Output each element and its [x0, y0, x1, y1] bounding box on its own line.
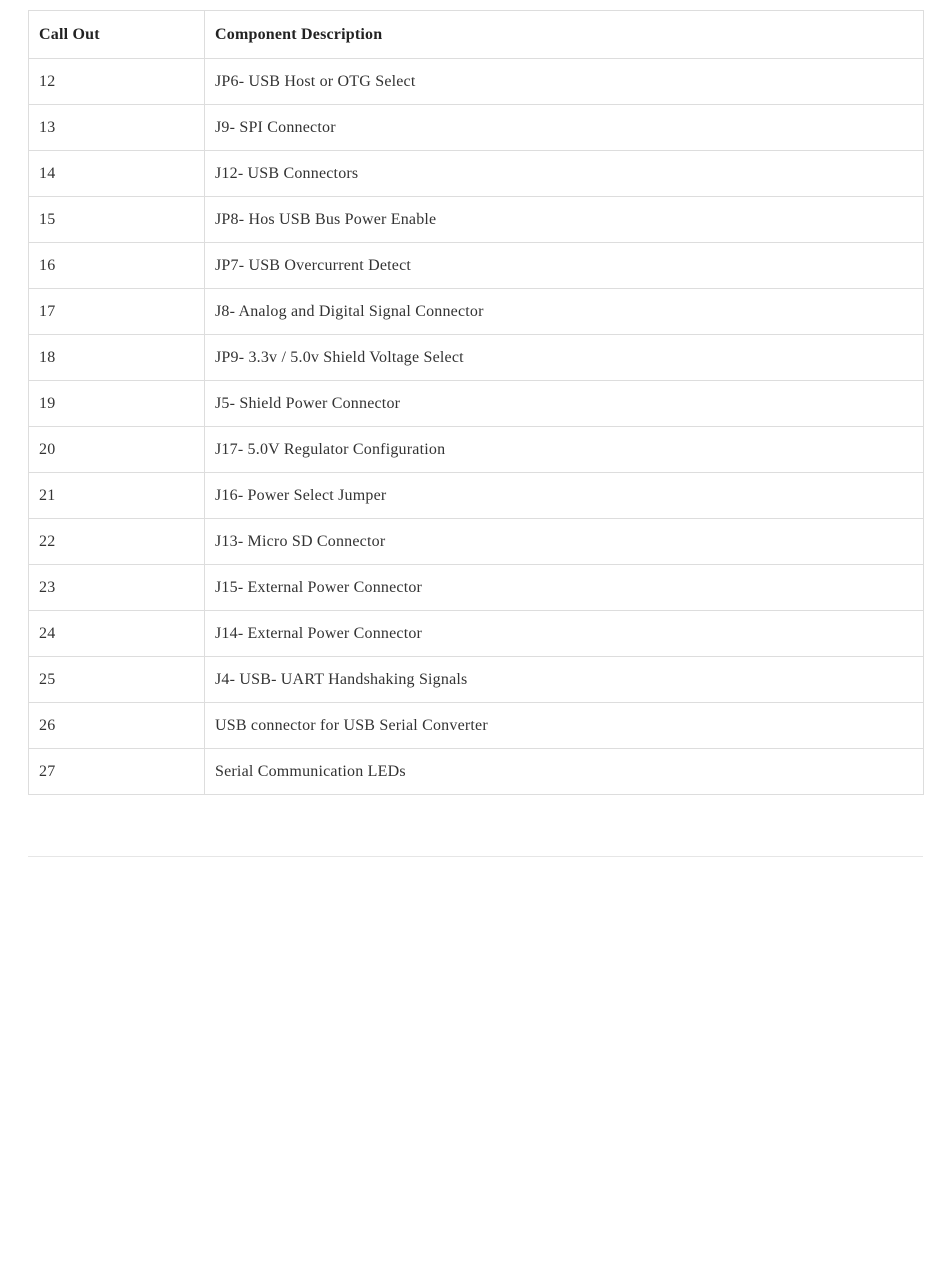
table-row: [29, 289, 924, 335]
description-cell: J9- SPI Connector: [205, 105, 924, 151]
header-component-description: Component Description: [205, 11, 924, 59]
table-row: [29, 151, 924, 197]
table-row: [29, 381, 924, 427]
table-row: [29, 59, 924, 105]
table-header: [29, 11, 924, 59]
table-row: [29, 519, 924, 565]
call-out-cell: 26: [29, 703, 205, 749]
call-out-cell: 15: [29, 197, 205, 243]
table-row: [29, 565, 924, 611]
component-table: [28, 10, 924, 795]
description-cell: JP7- USB Overcurrent Detect: [205, 243, 924, 289]
call-out-cell: 12: [29, 59, 205, 105]
call-out-cell: 17: [29, 289, 205, 335]
description-cell: J5- Shield Power Connector: [205, 381, 924, 427]
description-cell: J15- External Power Connector: [205, 565, 924, 611]
call-out-cell: 20: [29, 427, 205, 473]
description-cell: J14- External Power Connector: [205, 611, 924, 657]
description-cell: J8- Analog and Digital Signal Connector: [205, 289, 924, 335]
call-out-cell: 21: [29, 473, 205, 519]
call-out-cell: 24: [29, 611, 205, 657]
header-row: [29, 11, 924, 59]
call-out-cell: 16: [29, 243, 205, 289]
description-cell: J17- 5.0V Regulator Configuration: [205, 427, 924, 473]
table-row: [29, 749, 924, 795]
description-cell: JP6- USB Host or OTG Select: [205, 59, 924, 105]
description-cell: J13- Micro SD Connector: [205, 519, 924, 565]
description-cell: J16- Power Select Jumper: [205, 473, 924, 519]
table-row: [29, 335, 924, 381]
call-out-cell: 27: [29, 749, 205, 795]
description-cell: JP8- Hos USB Bus Power Enable: [205, 197, 924, 243]
header-call-out: Call Out: [29, 11, 205, 59]
description-cell: USB connector for USB Serial Converter: [205, 703, 924, 749]
description-cell: Serial Communication LEDs: [205, 749, 924, 795]
call-out-cell: 13: [29, 105, 205, 151]
call-out-cell: 14: [29, 151, 205, 197]
description-cell: J12- USB Connectors: [205, 151, 924, 197]
call-out-cell: 25: [29, 657, 205, 703]
table-row: [29, 611, 924, 657]
table-row: [29, 703, 924, 749]
table-row: [29, 473, 924, 519]
call-out-cell: 19: [29, 381, 205, 427]
call-out-cell: 23: [29, 565, 205, 611]
table-body: [29, 59, 924, 795]
table-row: [29, 197, 924, 243]
table-row: [29, 105, 924, 151]
description-cell: J4- USB- UART Handshaking Signals: [205, 657, 924, 703]
call-out-cell: 18: [29, 335, 205, 381]
table-row: [29, 427, 924, 473]
component-table-container: [28, 10, 923, 795]
table-row: [29, 243, 924, 289]
description-cell: JP9- 3.3v / 5.0v Shield Voltage Select: [205, 335, 924, 381]
horizontal-divider: [28, 856, 923, 857]
call-out-cell: 22: [29, 519, 205, 565]
table-row: [29, 657, 924, 703]
